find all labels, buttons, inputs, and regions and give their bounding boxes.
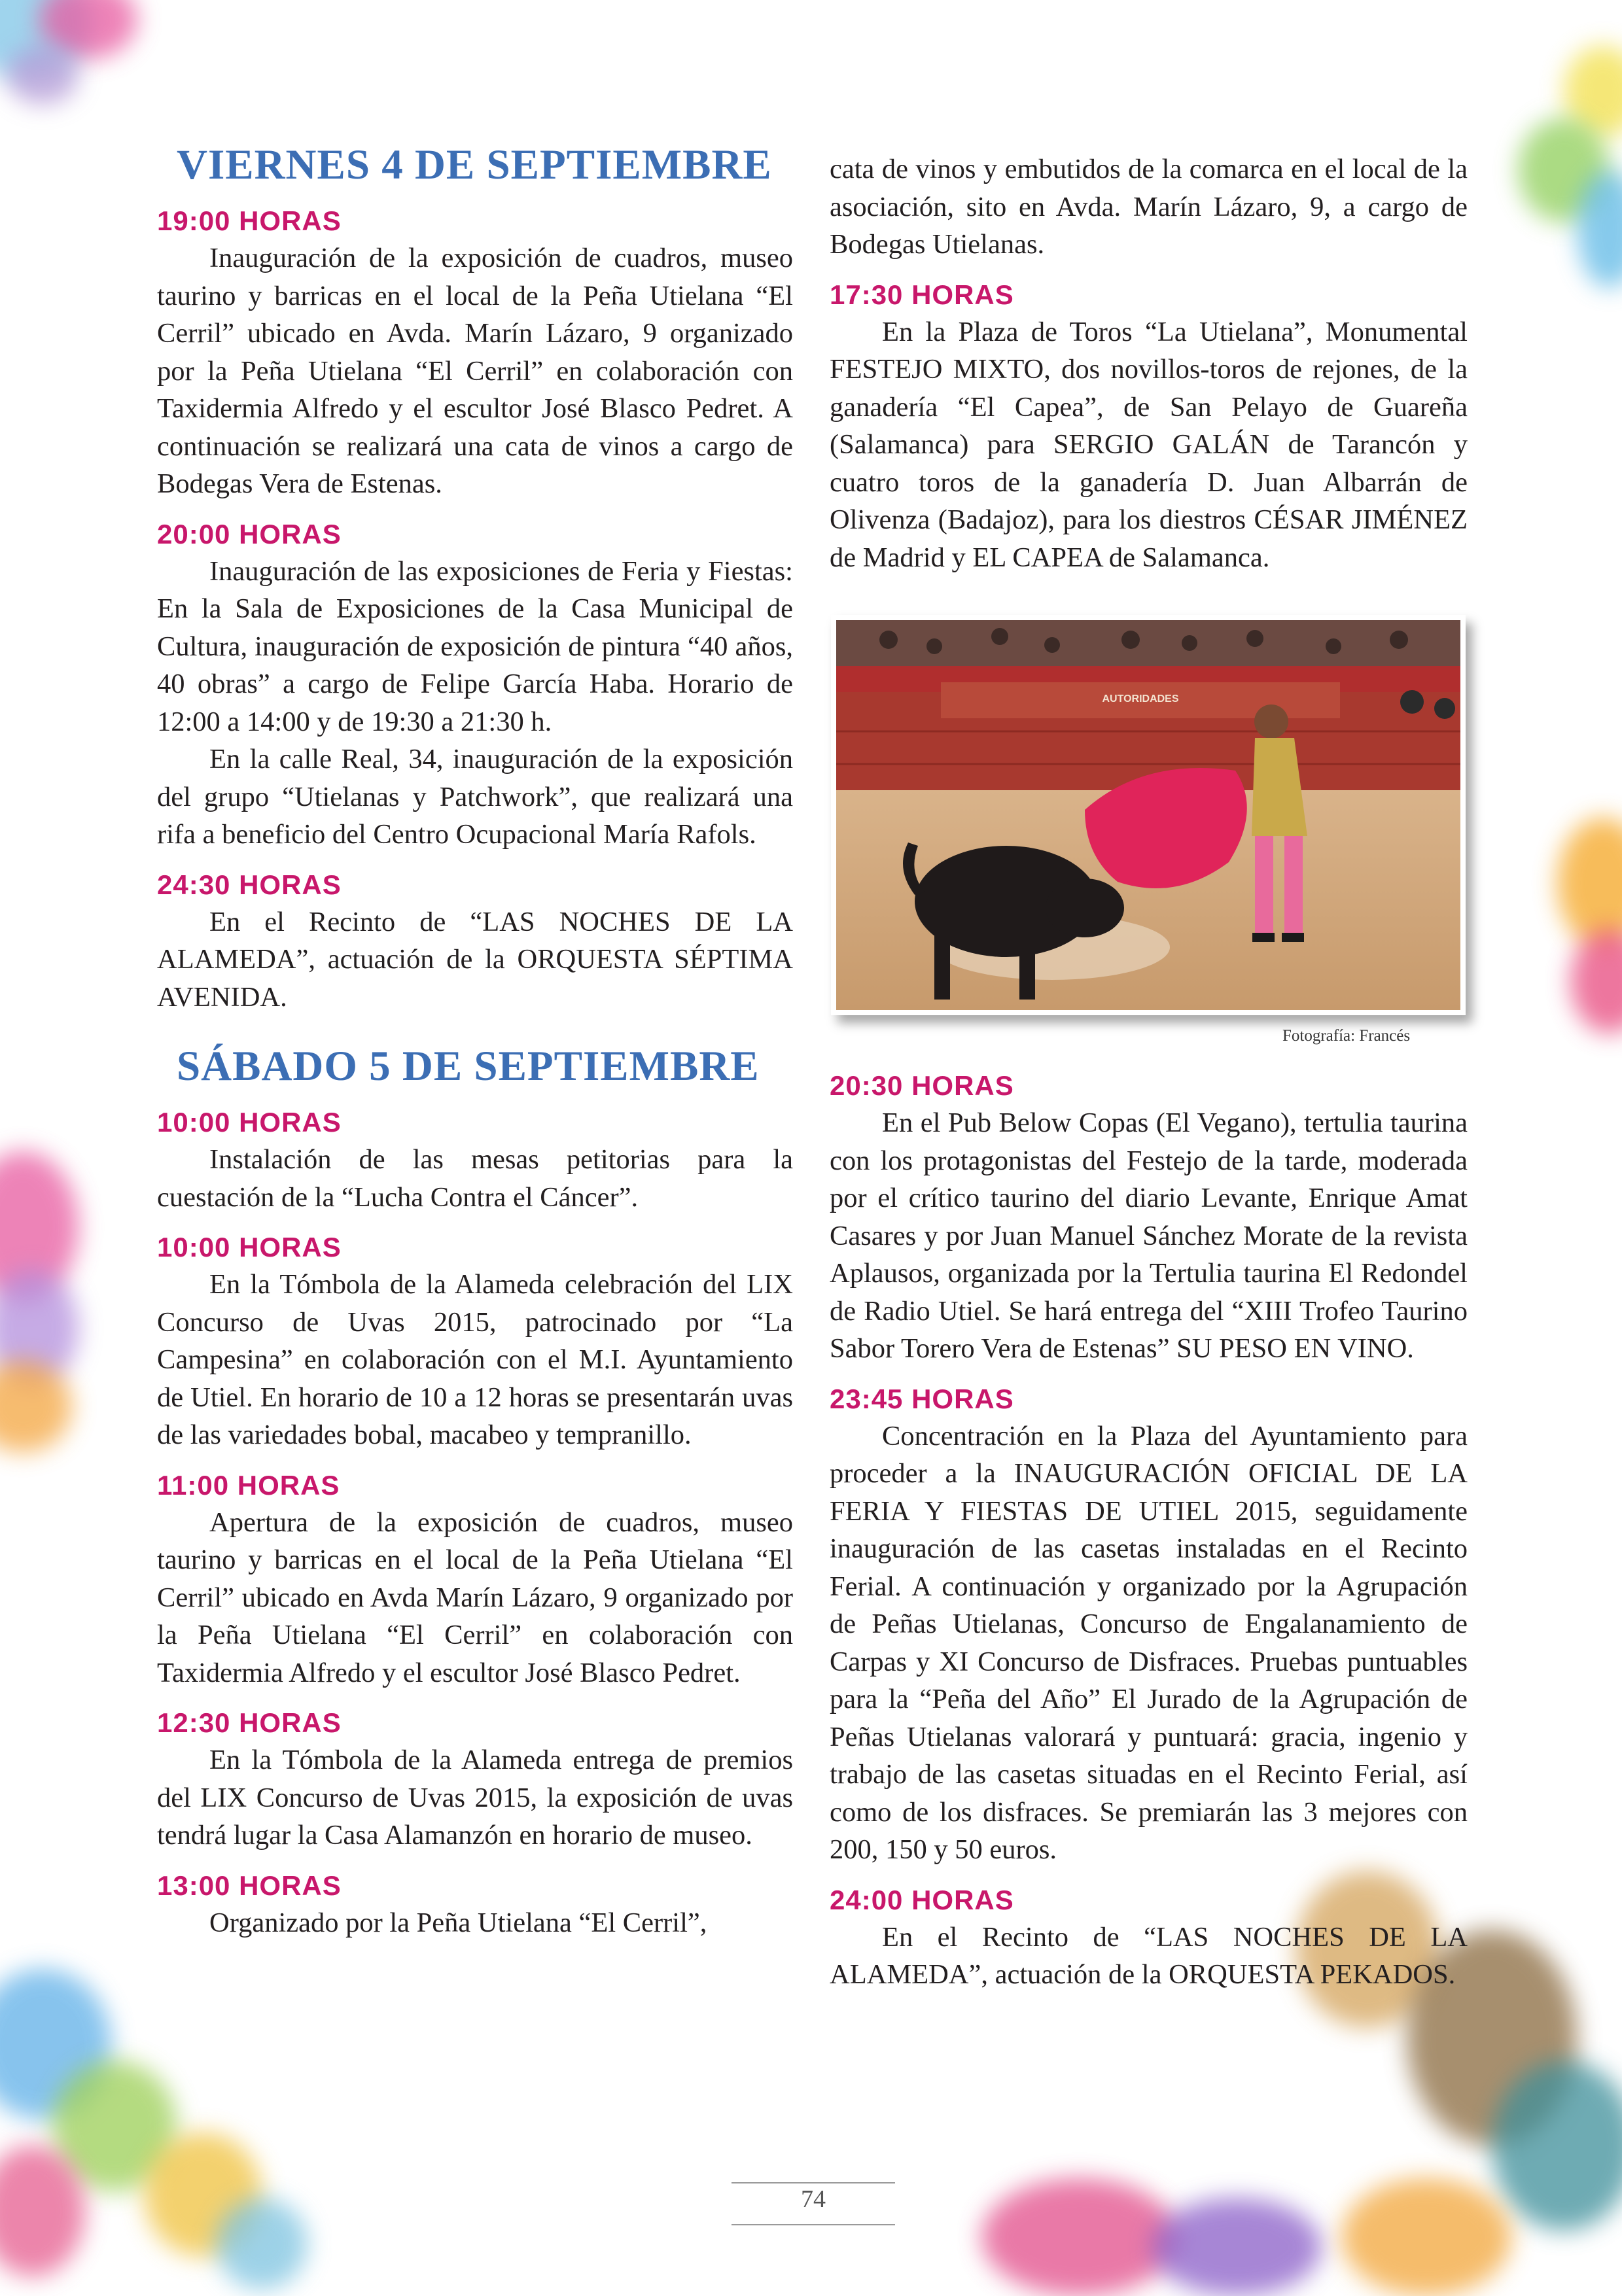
event-hour: 10:00 HORAS [157, 1232, 342, 1262]
event-description: En la calle Real, 34, inauguración de la exposición del grupo “Utielanas y Patchwork”, que realizará una rifa a beneficio del Centro Ocupacional María Rafols. [157, 744, 793, 850]
right-column-bottom [830, 1054, 1468, 1994]
event-hour: 13:00 HORAS [157, 1870, 342, 1901]
event-description: Organizado por la Peña Utielana “El Cerril”, [209, 1907, 707, 1938]
event-description: En el Pub Below Copas (El Vegano), tertulia taurina con los protagonistas del Festejo de la tarde, moderada por el crítico taurino del diario Levante, Enrique Amat Casares y por Juan Manuel Sánchez Morate de la revista Aplausos, organizada por la Tertulia taurina El Redondel de Radio Utiel. Se hará entrega del “XIII Trofeo Taurino Sabor Torero Vera de Estenas” SU PESO EN VINO. [830, 1107, 1468, 1364]
event-description: En la Plaza de Toros “La Utielana”, Monumental FESTEJO MIXTO, dos novillos-toros de rejones, de la ganadería “El Capea”, de San Pelayo de Guareña (Salamanca) para SERGIO GALÁN de Tarancón y cuatro toros de la ganadería D. Juan Albarrán de Olivenza (Badajoz), para los diestros CÉSAR JIMÉNEZ de Madrid y EL CAPEA de Salamanca. [830, 316, 1468, 573]
bullfight-photo [831, 615, 1466, 1015]
event-description: Inauguración de la exposición de cuadros, museo taurino y barricas en el local de la Peña Utielana “El Cerril” ubicado en Avda. Marín Lázaro, 9 organizado por la Peña Utielana “El Cerril” en colaboración con Taxidermia Alfredo y el escultor José Blasco Pedret. A continuación se realizará una cata de vinos a cargo de Bodegas Vera de Estenas. [157, 243, 793, 499]
event-description: En el Recinto de “LAS NOCHES DE LA ALAMEDA”, actuación de la ORQUESTA SÉPTIMA AVENIDA. [157, 906, 793, 1013]
page-number: 74 [801, 2185, 826, 2213]
event-description: En la Tómbola de la Alameda celebración del LIX Concurso de Uvas 2015, patrocinado por “La Campesina” en colaboración con el M.I. Ayuntamiento de Utiel. En horario de 10 a 12 horas se presentarán uvas de las variedades bobal, macabeo y tempranillo. [157, 1269, 793, 1450]
event-description: Apertura de la exposición de cuadros, museo taurino y barricas en el local de la Peña Utielana “El Cerril” ubicado en Avda Marín Lázaro, 9 organizado por la Peña Utielana “El Cerril” en colaboración con Taxidermia Alfredo y el escultor José Blasco Pedret. [157, 1506, 793, 1688]
event-hour: 11:00 HORAS [157, 1469, 340, 1501]
event-description: Concentración en la Plaza del Ayuntamiento para proceder a la INAUGURACIÓN OFICIAL DE LA FERIA Y FIESTAS DE UTIEL 2015, seguidamente inauguración de las casetas instaladas en el Recinto Ferial. A continuación y organizado por la Agrupación de Peñas Utielanas, Concurso de Engalanamiento de Carpas y XI Concurso de Disfraces. Pruebas puntuables para la “Peña del Año” El Jurado de la Agrupación de Peñas Utielanas valorará y puntuará: gracia, ingenio y trabajo de las casetas situadas en el Recinto Ferial, así como de los disfraces. Se premiarán las 3 mejores con 200, 150 y 50 euros. [830, 1420, 1468, 1865]
event-hour: 20:30 HORAS [830, 1070, 1014, 1101]
right-top-events [830, 279, 1468, 577]
event-description: Instalación de las mesas petitorias para la cuestación de la “Lucha Contra el Cáncer”. [157, 1144, 793, 1213]
event-description: Inauguración de las exposiciones de Feria y Fiestas: En la Sala de Exposiciones de la Casa Municipal de Cultura, inauguración de exposición de pintura “40 años, 40 obras” a cargo de Felipe García Haba. Horario de 12:00 a 14:00 y de 19:30 a 21:30 h. [157, 555, 793, 737]
photo-credit: Fotografía: Francés [1282, 1027, 1411, 1045]
event-hour: 19:00 HORAS [157, 205, 342, 236]
day-title-saturday: SÁBADO 5 DE SEPTIEMBRE [177, 1043, 760, 1090]
page-number-rule-bottom [732, 2224, 895, 2225]
event-hour: 23:45 HORAS [830, 1383, 1014, 1414]
event-hour: 17:30 HORAS [830, 279, 1014, 310]
friday-events [157, 205, 793, 1016]
right-column-top [830, 150, 1468, 576]
event-description: En la Tómbola de la Alameda entrega de premios del LIX Concurso de Uvas 2015, la exposición de uvas tendrá lugar la Casa Alamanzón en horario de museo. [157, 1745, 793, 1851]
left-column [157, 141, 793, 1941]
bullfight-illustration [836, 620, 1460, 1010]
event-hour: 20:00 HORAS [157, 518, 342, 549]
event-hour: 24:30 HORAS [157, 869, 342, 900]
event-hour: 24:00 HORAS [830, 1884, 1014, 1915]
day-title-friday: VIERNES 4 DE SEPTIEMBRE [177, 141, 772, 188]
right-bottom-events [830, 1070, 1468, 1994]
event-hour: 10:00 HORAS [157, 1107, 342, 1138]
event-hour: 12:30 HORAS [157, 1707, 342, 1738]
saturday-events [157, 1107, 793, 1941]
continuation-text: cata de vinos y embutidos de la comarca en el local de la asociación, sito en Avda. Marín Lázaro, 9, a cargo de Bodegas Utielanas. [830, 154, 1468, 260]
authorities-sign: AUTORIDADES [1102, 693, 1179, 704]
page-number-rule-top [732, 2182, 895, 2183]
event-description: En el Recinto de “LAS NOCHES DE LA ALAMEDA”, actuación de la ORQUESTA PEKADOS. [830, 1921, 1468, 1990]
